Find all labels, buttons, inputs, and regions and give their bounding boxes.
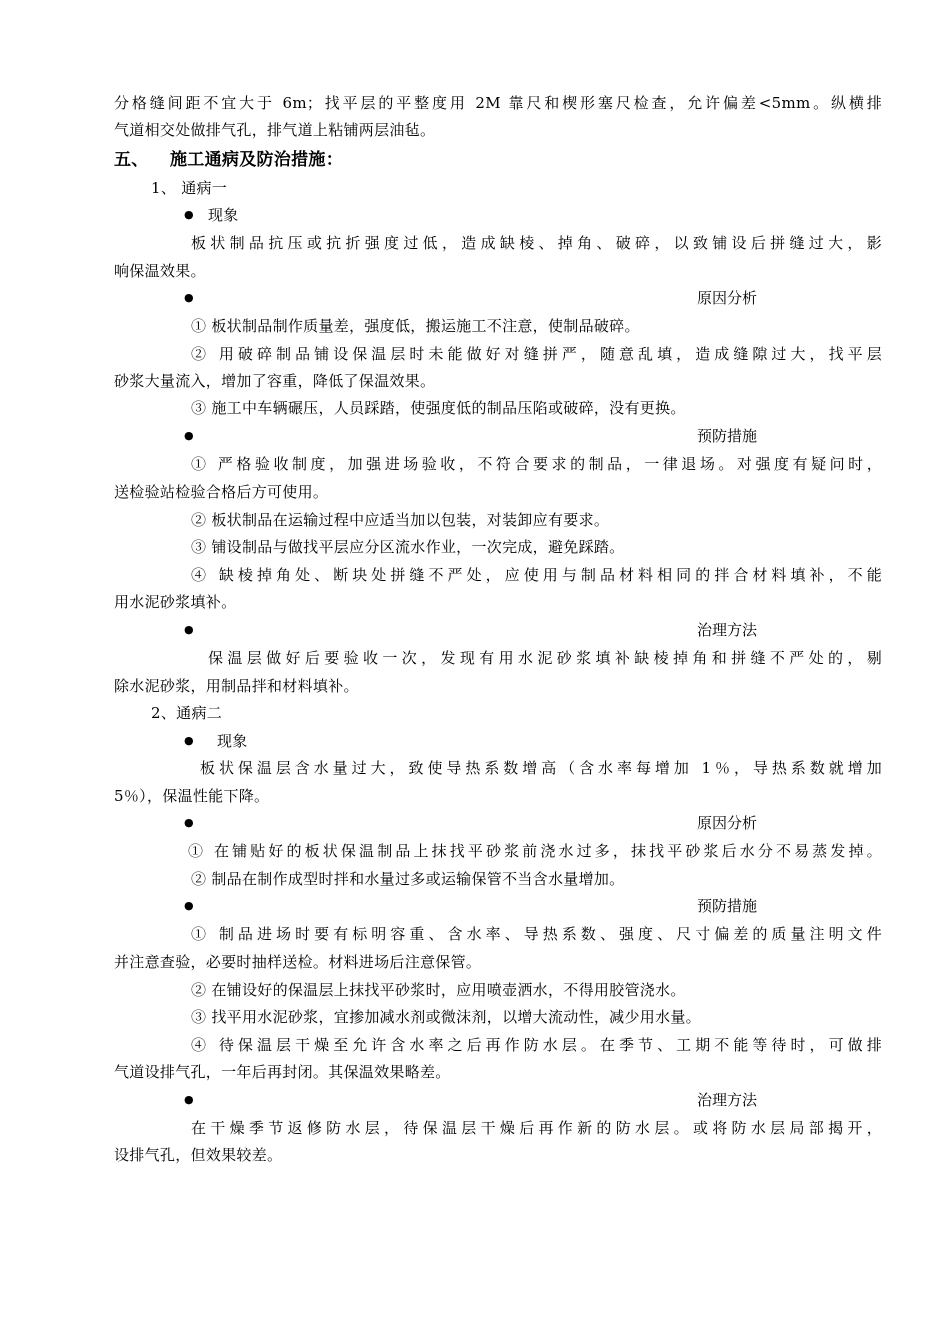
- defect2-prev-3: ③ 找平用水泥砂浆，宜掺加减水剂或微沫剂，以增大流动性，减少用水量。: [191, 1008, 701, 1026]
- defect2-prev-1a: ① 制品进场时要有标明容重、含水率、导热系数、强度、尺寸偏差的质量注明文件: [191, 925, 882, 943]
- defect1-cause-3: ③ 施工中车辆碾压，人员踩踏，使强度低的制品压陷或破碎，没有更换。: [191, 399, 686, 417]
- defect2-prev-2: ② 在铺设好的保温层上抹找平砂浆时，应用喷壶洒水，不得用胶管浇水。: [191, 981, 686, 999]
- defect1-prev-4b: 用水泥砂浆填补。: [114, 593, 237, 611]
- defect1-treatment-label: 治理方法: [697, 621, 758, 639]
- bullet-icon: ●: [184, 208, 194, 221]
- defect2-treatment-label: 治理方法: [697, 1091, 758, 1109]
- defect2-prevention-label: 预防措施: [697, 897, 758, 915]
- defect1-cause-1: ① 板状制品制作质量差，强度低，搬运施工不注意，使制品破碎。: [191, 317, 640, 335]
- defect2-cause-1: ① 在铺贴好的板状保温制品上抹找平砂浆前浇水过多，抹找平砂浆后水分不易蒸发掉。: [188, 842, 882, 860]
- bullet-icon: ●: [184, 429, 194, 442]
- bullet-icon: ●: [184, 623, 194, 636]
- defect1-phenomenon-text-2: 响保温效果。: [114, 262, 206, 280]
- intro-line-1: 分格缝间距不宜大于 6m；找平层的平整度用 2M 靠尺和楔形塞尺检查，允许偏差<5mm。纵横排: [114, 94, 882, 112]
- defect1-treat-1a: 保温层做好后要验收一次，发现有用水泥砂浆填补缺棱掉角和拼缝不严处的，剔: [208, 649, 882, 667]
- defect1-treat-1b: 除水泥砂浆，用制品拌和材料填补。: [114, 677, 359, 695]
- defect2-prev-4a: ④ 待保温层干燥至允许含水率之后再作防水层。在季节、工期不能等待时，可做排: [191, 1036, 882, 1054]
- defect2-treat-1a: 在干燥季节返修防水层，待保温层干燥后再作新的防水层。或将防水层局部揭开，: [191, 1119, 882, 1137]
- defect2-phenomenon-text-1: 板状保温层含水量过大，致使导热系数增高（含水率每增加 1％，导热系数就增加: [200, 759, 882, 777]
- defect2-heading: 2、通病二: [151, 704, 223, 722]
- defect2-phenomenon-label: 现象: [217, 732, 248, 750]
- section-title: 施工通病及防治措施：: [170, 150, 343, 170]
- bullet-icon: ●: [184, 899, 194, 912]
- defect1-cause-label: 原因分析: [697, 289, 758, 307]
- defect1-prev-4a: ④ 缺棱掉角处、断块处拼缝不严处，应使用与制品材料相同的拌合材料填补，不能: [191, 566, 882, 584]
- defect1-cause-2a: ② 用破碎制品铺设保温层时未能做好对缝拼严，随意乱填，造成缝隙过大，找平层: [191, 345, 882, 363]
- defect1-cause-2b: 砂浆大量流入，增加了容重，降低了保温效果。: [114, 372, 436, 390]
- bullet-icon: ●: [184, 734, 194, 747]
- defect2-prev-4b: 气道设排气孔，一年后再封闭。其保温效果略差。: [114, 1063, 451, 1081]
- defect2-phenomenon-text-2: 5％），保温性能下降。: [114, 787, 270, 805]
- bullet-icon: ●: [184, 816, 194, 829]
- defect1-phenomenon-label: 现象: [208, 206, 239, 224]
- bullet-icon: ●: [184, 1093, 194, 1106]
- defect2-cause-2: ② 制品在制作成型时拌和水量过多或运输保管不当含水量增加。: [191, 870, 625, 888]
- section-number: 五、: [114, 150, 149, 170]
- defect1-prev-1b: 送检验站检验合格后方可使用。: [114, 483, 329, 501]
- intro-line-2: 气道相交处做排气孔，排气道上粘铺两层油毡。: [114, 121, 436, 139]
- defect1-phenomenon-text-1: 板状制品抗压或抗折强度过低，造成缺棱、掉角、破碎，以致铺设后拼缝过大，影: [191, 234, 882, 252]
- defect2-prev-1b: 并注意查验，必要时抽样送检。材料进场后注意保管。: [114, 953, 482, 971]
- defect1-prev-1a: ① 严格验收制度，加强进场验收，不符合要求的制品，一律退场。对强度有疑问时，: [191, 455, 882, 473]
- defect2-treat-1b: 设排气孔，但效果较差。: [114, 1146, 283, 1164]
- defect1-prev-2: ② 板状制品在运输过程中应适当加以包装，对装卸应有要求。: [191, 511, 610, 529]
- defect1-prev-3: ③ 铺设制品与做找平层应分区流水作业，一次完成，避免踩踏。: [191, 538, 625, 556]
- defect1-prevention-label: 预防措施: [697, 427, 758, 445]
- defect2-cause-label: 原因分析: [697, 814, 758, 832]
- bullet-icon: ●: [184, 291, 194, 304]
- defect1-heading: 1、 通病一: [151, 179, 228, 197]
